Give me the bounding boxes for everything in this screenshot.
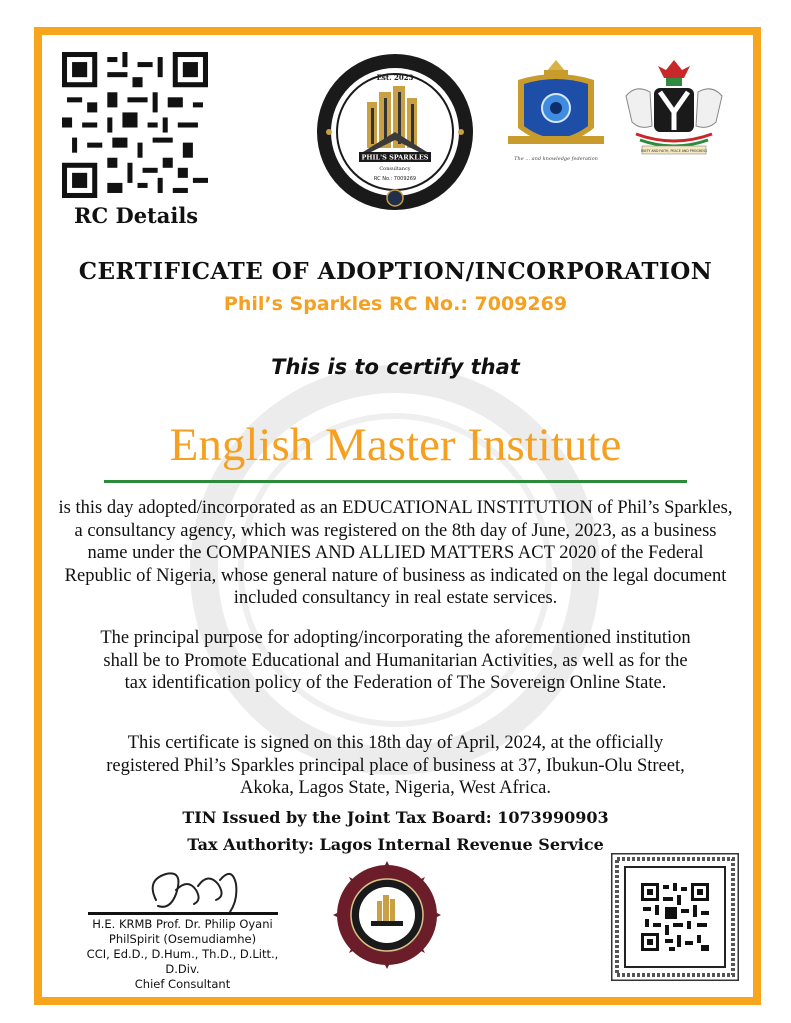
qr-label: RC Details <box>74 203 199 228</box>
qr-code <box>62 52 208 198</box>
logo-sub-text: Consultancy <box>379 166 411 172</box>
paragraph-purpose: The principal purpose for adopting/incorporating the aforementioned institution shall be to Promote Educational and Humanitarian Activities, as well as for the tax identification policy of the Federation of The Sovereign Online State. <box>100 628 691 693</box>
coat-of-arms-icon <box>616 56 732 160</box>
signer-credentials: CCI, Ed.D., D.Hum., Th.D., D.Litt., D.Div. <box>86 947 279 976</box>
paragraph-adoption: is this day adopted/incorporated as an EDUCATIONAL INSTITUTION of Phil’s Sparkles, a consultancy agency, which was registered on the 8th day of June, 2023, as a business name under the COMPANIES AND ALLIED MATTERS ACT 2020 of the Federal Republic of Nigeria, whose general nature of business as indicated on the legal document included consultancy in real estate services. <box>58 498 733 608</box>
signer-alias: PhilSpirit (Osemudiamhe) <box>108 932 257 946</box>
recipient-name: English Master Institute <box>169 419 622 471</box>
logo-rc-text: RC No.: 7009269 <box>373 176 417 182</box>
paragraph-signing: This certificate is signed on this 18th day of April, 2024, at the officially registered Phil’s Sparkles principal place of business at 37, Ibukun-Olu Street, Akoka, Lagos State, Nigeria, West Africa. <box>106 733 685 798</box>
name-underline <box>104 480 687 483</box>
certify-line: This is to certify that <box>271 355 520 379</box>
signer-block <box>70 917 295 992</box>
verification-qr-code <box>611 853 739 981</box>
signer-title: Chief Consultant <box>134 977 231 991</box>
certificate-title: CERTIFICATE OF ADOPTION/INCORPORATION <box>78 258 713 285</box>
certificate-subtitle: Phil’s Sparkles RC No.: 7009269 <box>223 293 568 315</box>
federation-crest-icon <box>504 58 608 170</box>
logo-est-text: Est. 2023 <box>376 73 414 82</box>
signature-line <box>88 912 278 915</box>
logo-name-text: PHIL'S SPARKLES <box>361 153 429 162</box>
signer-name: H.E. KRMB Prof. Dr. Philip Oyani <box>92 917 273 931</box>
crest2-caption: UNITY AND FAITH, PEACE AND PROGRESS <box>640 149 708 153</box>
tin-line: TIN Issued by the Joint Tax Board: 1073990903 <box>182 808 609 827</box>
phils-sparkles-logo <box>315 52 475 212</box>
official-seal-icon <box>333 861 441 969</box>
crest1-caption: The ... and knowledge federation <box>514 156 598 162</box>
tax-authority-line: Tax Authority: Lagos Internal Revenue Service <box>187 835 604 854</box>
signature-icon <box>136 860 256 920</box>
